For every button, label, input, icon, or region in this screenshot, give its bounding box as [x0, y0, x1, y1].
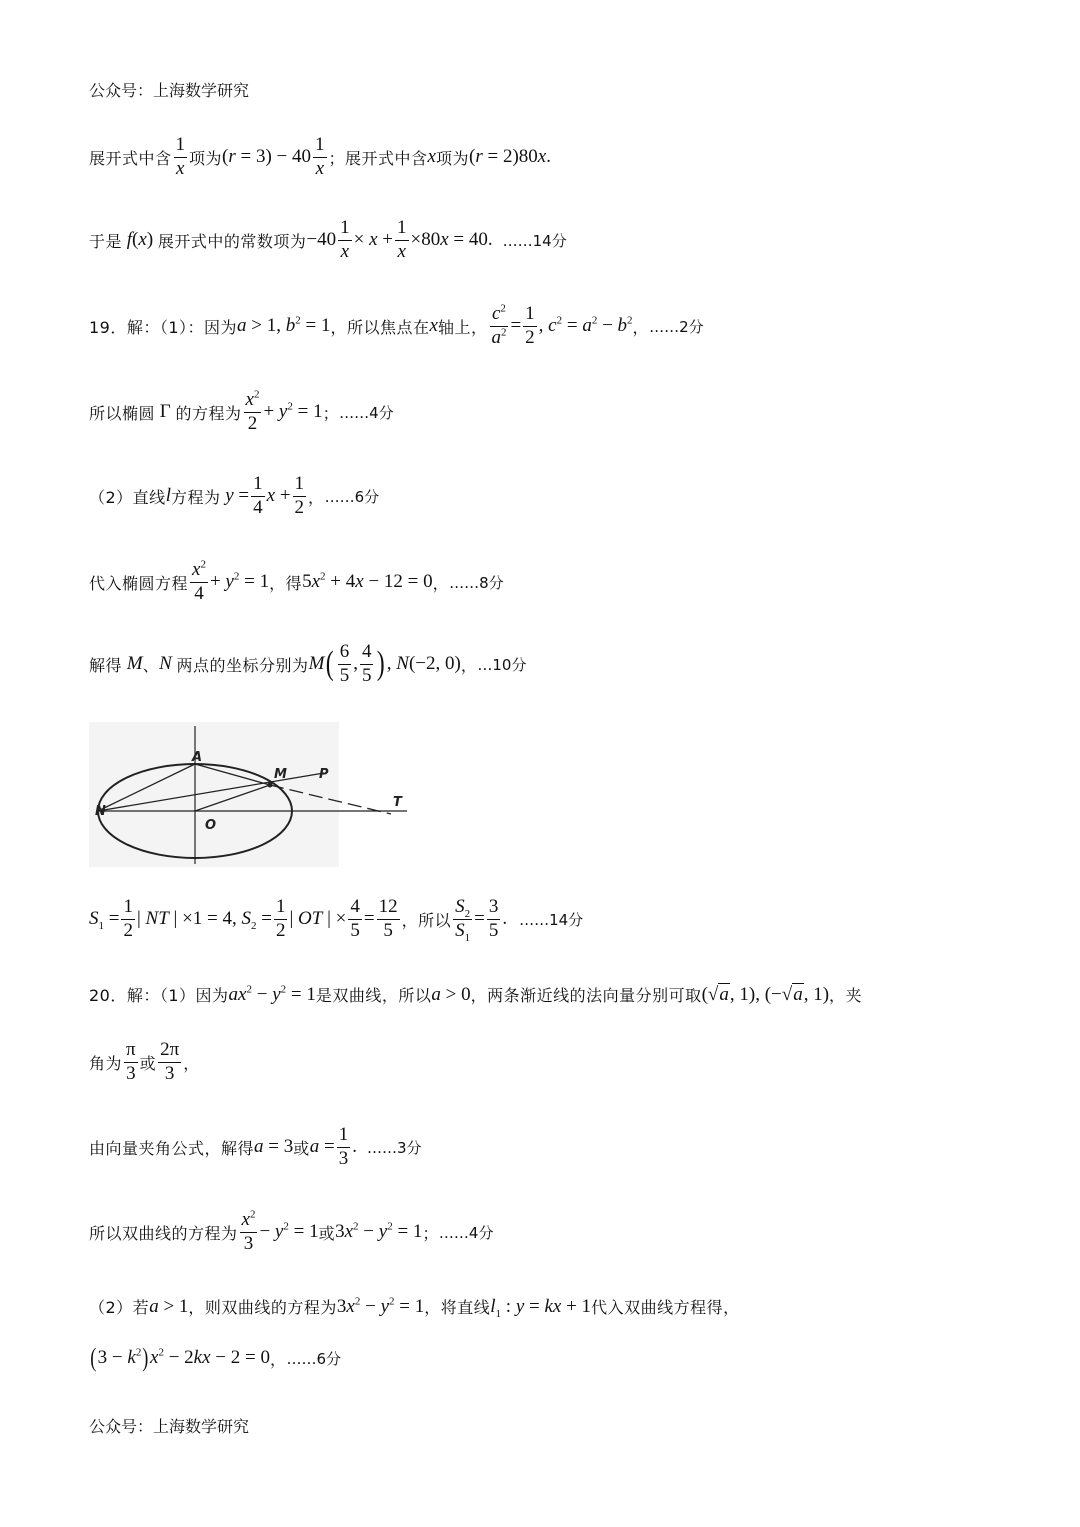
- fraction: $\frac{S_2}{S_1}$: [455, 896, 471, 944]
- text-segment: 代入椭圆方程: [89, 573, 189, 593]
- score-mark: ……4分: [339, 403, 394, 422]
- label-P: P: [319, 767, 329, 782]
- score-mark: ……6分: [286, 1349, 342, 1368]
- math-variable: x: [429, 315, 438, 337]
- paren: ): [142, 1343, 149, 1372]
- text-segment: 两点的坐标分别为: [176, 655, 309, 675]
- text-segment: ，所以焦点在: [330, 317, 430, 337]
- fraction: $\frac{1}{3}$: [338, 1124, 349, 1169]
- text-segment: （2）直线: [89, 487, 166, 507]
- text-segment: ，夹: [829, 986, 863, 1005]
- math-variable: l: [165, 485, 171, 507]
- fraction: $\frac{\pi}{3}$: [126, 1039, 136, 1084]
- math-expression: $3x^2 - y^2 = 1$: [335, 1221, 423, 1243]
- text-segment: ，: [432, 573, 450, 593]
- text-segment: 角为: [89, 1053, 123, 1073]
- text-segment: 或: [293, 1138, 310, 1158]
- math-expression: $3 - k^2$: [97, 1346, 142, 1368]
- solution-line-6: [89, 560, 504, 605]
- score-mark: ……6分: [324, 487, 380, 506]
- fraction: $\frac{4}{5}$: [361, 641, 372, 686]
- fraction: $\frac{2\pi}{3}$: [160, 1039, 180, 1084]
- math-expression: ×80x = 40: [410, 229, 488, 251]
- solution-line-1: [89, 135, 551, 180]
- text-segment: .: [546, 146, 551, 168]
- math-expression: a =: [309, 1136, 335, 1158]
- math-expression: =: [474, 908, 485, 930]
- math-expression: a > 0: [431, 983, 471, 1005]
- text-segment: 20．解：（1）因为: [89, 986, 229, 1005]
- text-segment: 于是: [89, 231, 123, 251]
- label-O: O: [205, 818, 217, 833]
- text-segment: 19．解：（1）：因为: [89, 317, 238, 337]
- paren: (: [90, 1343, 97, 1372]
- math-expression: | NT | ×1 = 4, $S_2$ =: [136, 908, 272, 933]
- text-segment: .: [502, 908, 508, 930]
- text-segment: ，: [183, 1053, 200, 1073]
- score-mark: ……8分: [449, 573, 504, 592]
- text-segment: 代入双曲线方程得，: [591, 1298, 740, 1317]
- math-expression: y =: [225, 485, 250, 507]
- fraction: $\frac{1}{x}$: [315, 134, 325, 179]
- text-segment: 展开式中的常数项为: [157, 231, 307, 251]
- math-expression: (√a, 1), (−√a, 1): [701, 983, 830, 1005]
- fraction: $\frac{1}{2}$: [275, 896, 286, 941]
- math-expression: Γ: [155, 401, 176, 423]
- fraction: $\frac{x^2}{2}$: [245, 388, 260, 434]
- math-variable: M: [308, 653, 325, 675]
- text-segment: 解得: [89, 655, 123, 675]
- text-segment: ，: [269, 1349, 287, 1369]
- text-segment: 的方程为: [175, 403, 242, 423]
- label-T: T: [393, 795, 402, 810]
- paren: ): [377, 645, 386, 683]
- math-expression: $5x^2 + 4x - 12 = 0$: [302, 571, 433, 593]
- fraction: $\frac{1}{2}$: [123, 896, 133, 941]
- solution-line-14: [89, 1345, 341, 1371]
- fraction: $\frac{1}{2}$: [294, 473, 305, 518]
- solution-line-13: [89, 1295, 740, 1318]
- label-A: A: [192, 750, 203, 765]
- ellipse-figure: [89, 722, 419, 867]
- text-segment: 或: [139, 1053, 157, 1073]
- score-mark: ……14分: [502, 231, 567, 250]
- solution-line-2: [89, 218, 567, 263]
- math-expression: (r = 3) − 40: [222, 146, 312, 168]
- score-mark: ……3分: [366, 1138, 422, 1157]
- score-mark: …10分: [477, 655, 527, 674]
- text-segment: ，将直线: [424, 1298, 491, 1317]
- paren: (: [326, 645, 335, 683]
- text-segment: 轴上，: [437, 317, 488, 337]
- math-variable: x: [427, 146, 436, 168]
- math-expression: + $y^2 = 1$: [263, 401, 323, 423]
- text-segment: 由向量夹角公式，解得: [89, 1138, 255, 1158]
- solution-line-10: [89, 1040, 200, 1085]
- math-expression: , $c^2 = a^2 - b^2$: [538, 315, 633, 337]
- text-segment: 是双曲线，所以: [315, 986, 432, 1005]
- math-expression: + $y^2 = 1$: [209, 571, 270, 593]
- math-expression: =: [510, 315, 522, 337]
- math-expression: a > 1: [149, 1295, 189, 1317]
- text-segment: 方程为: [170, 487, 221, 507]
- fraction: $\frac{4}{5}$: [350, 896, 360, 941]
- text-segment: .: [352, 1136, 357, 1158]
- score-mark: ……14分: [519, 910, 584, 929]
- math-expression: =: [363, 908, 375, 930]
- text-segment: ，: [308, 487, 325, 507]
- text-segment: ，得: [269, 573, 303, 593]
- fraction: $\frac{1}{x}$: [175, 134, 186, 179]
- solution-line-8: [89, 897, 583, 942]
- math-expression: $ax^2 - y^2 = 1$: [228, 983, 316, 1005]
- math-expression: × x +: [353, 229, 393, 251]
- math-expression: ,: [353, 653, 358, 675]
- text-segment: .: [487, 229, 493, 251]
- fraction: $\frac{12}{5}$: [378, 896, 398, 941]
- math-expression: x +: [266, 485, 291, 507]
- solution-line-4: [89, 390, 394, 435]
- text-segment: 所以椭圆: [89, 403, 156, 423]
- math-expression: (r = 2)80x: [469, 146, 547, 168]
- text-segment: 或: [318, 1223, 336, 1243]
- fraction: $\frac{1}{4}$: [253, 473, 263, 518]
- math-expression: $S_1$ =: [89, 908, 120, 933]
- text-segment: ，则双曲线的方程为: [188, 1298, 337, 1317]
- solution-line-12: [89, 1210, 493, 1255]
- fraction: $\frac{1}{x}$: [340, 217, 350, 262]
- text-segment: ，两条渐近线的法向量分别可取: [470, 986, 702, 1005]
- math-variable: N: [159, 653, 177, 675]
- math-expression: f(x): [126, 229, 158, 251]
- text-segment: ；: [422, 1223, 439, 1243]
- math-expression: $l_1$ : y = kx + 1: [490, 1295, 592, 1320]
- fraction: $\frac{c^2}{a^2}$: [491, 302, 507, 348]
- math-variable: M: [122, 653, 143, 675]
- point-M: [268, 783, 273, 788]
- math-expression: $3x^2 - y^2 = 1$: [336, 1295, 425, 1317]
- label-N: N: [95, 804, 106, 819]
- text-segment: 项为: [435, 148, 469, 168]
- solution-line-7: [89, 642, 526, 687]
- fraction: $\frac{x^2}{3}$: [241, 1208, 256, 1254]
- fraction: $\frac{1}{2}$: [525, 303, 535, 348]
- math-expression: −40: [306, 229, 337, 251]
- text-segment: 展开式中含: [89, 148, 172, 168]
- math-expression: , N(−2, 0): [386, 653, 461, 675]
- math-expression: $x^2 - 2kx - 2 = 0$: [150, 1346, 270, 1368]
- fraction: $\frac{3}{5}$: [488, 896, 499, 941]
- label-M: M: [274, 767, 287, 782]
- text-segment: 所以双曲线的方程为: [89, 1223, 238, 1243]
- text-segment: ；: [322, 403, 340, 423]
- text-segment: 、: [142, 655, 160, 675]
- math-expression: a > 1, $b^2 = 1$: [237, 315, 331, 337]
- fraction: $\frac{6}{5}$: [339, 641, 350, 686]
- page-header: 公众号：上海数学研究: [89, 81, 250, 100]
- solution-line-3: [89, 304, 704, 349]
- math-expression: − $y^2 = 1$: [259, 1221, 319, 1243]
- solution-line-5: [89, 474, 379, 519]
- math-expression: | OT | ×: [289, 908, 347, 930]
- text-segment: 项为: [189, 148, 223, 168]
- solution-line-9: [89, 983, 862, 1006]
- page-footer: 公众号：上海数学研究: [89, 1417, 250, 1436]
- fraction: $\frac{x^2}{4}$: [192, 558, 206, 604]
- text-segment: ；展开式中含: [328, 148, 428, 168]
- score-mark: ……2分: [649, 317, 704, 336]
- fraction: $\frac{1}{x}$: [397, 217, 407, 262]
- text-segment: ，: [460, 655, 478, 675]
- text-segment: ，: [632, 317, 650, 337]
- text-segment: （2）若: [89, 1298, 150, 1317]
- score-mark: ……4分: [438, 1223, 494, 1242]
- solution-line-11: [89, 1125, 422, 1170]
- math-expression: a = 3: [254, 1136, 294, 1158]
- text-segment: ，所以: [401, 910, 452, 930]
